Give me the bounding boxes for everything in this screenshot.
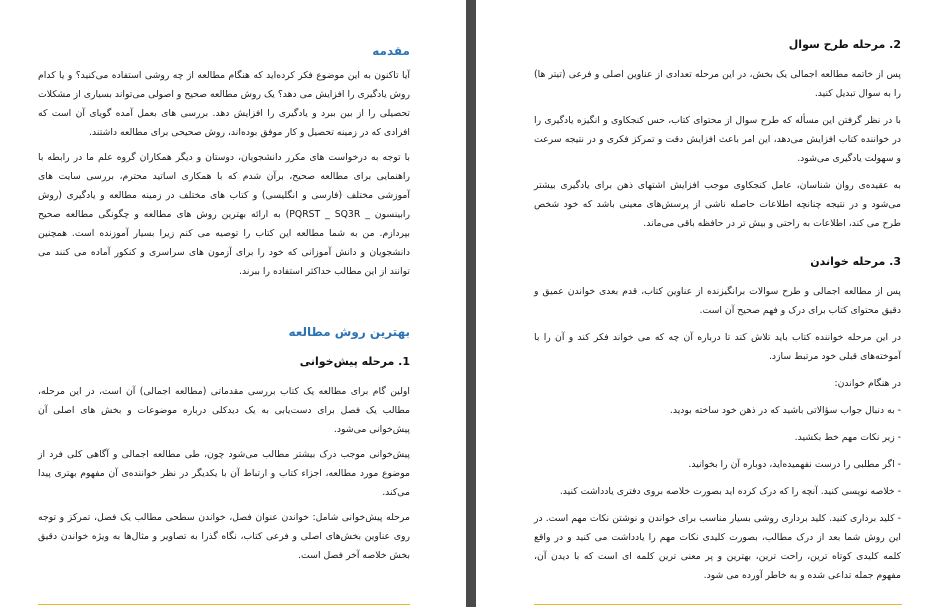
intro-paragraph-2: با توجه به درخواست های مکرر دانشجویان، دوستان و دیگر همکاران گروه علم ما در رابطه با راهنمایی برای مطالعه صحیح، برآن شدم که با همکاری اساتید محترم، بررسی سایت های آموزشی مختلف (فارسی و انگلیسی) و کتاب های مختلف در زمینه مطالعه و یادگیری (روش رابینسون _ PQRST _ SQ3R) به ارائه بهترین روش های مطالعه و چگونگی مطالعه صحیح بپردازم. من به شما مطالعه این کتاب را توصیه می کنم زیرا بسیار آموزنده است. همچنین دانشجویان و دانش آموزانی که خود را برای آزمون های سراسری و کنکور آماده می کنند می توانند از این مطالب حداکثر استفاده را ببرند.	[38, 152, 410, 277]
step1-paragraph-3: مرحله پیش‌خوانی شامل: خواندن عنوان فصل، خواندن سطحی مطالب یک فصل، تمرکز و توجه روی عناوین بخش‌های اصلی و فرعی کتاب، نگاه گذرا به تصاویر و مثال‌ها به ویژه خواندن دقیق بخش خلاصه آخر فصل است.	[38, 512, 410, 561]
intro-heading: مقدمه	[372, 44, 410, 58]
step2-heading: 2. مرحله طرح سوال	[788, 38, 901, 51]
bullet-item-4: - خلاصه نویسی کنید. آنچه را که درک کرده اید بصورت خلاصه بروی دفتری یادداشت کنید.	[559, 486, 901, 497]
page-spine-divider	[466, 0, 476, 607]
bullet-item-1: - به دنبال جواب سؤالاتی باشید که در ذهن خود ساخته بودید.	[669, 405, 901, 416]
step1-paragraph-2: پیش‌خوانی موجب درک بیشتر مطالب می‌شود چون، طی مطالعه اجمالی و آگاهی کلی فرد از موضوع مورد مطالعه، اجزاء کتاب و ارتباط آن با یکدیگر در نظر خواننده‌ی آن مفهوم بهتری پیدا می‌کند.	[38, 449, 410, 498]
bullet-item-5: - کلید برداری کنید. کلید برداری روشی بسیار مناسب برای خواندن و نوشتن نکات مهم است. در این روش شما بعد از درک مطالب، بصورت کلیدی نکات مهم را یادداشت می کنید و در واقع کلمه کلیدی کوتاه ترین، راحت ترین، بهترین و پر معنی ترین کلمه ای است که با دیدن آن، مفهوم جمله تداعی شده و به خاطر آورده می شود.	[534, 513, 901, 581]
left-footer-rule	[38, 604, 410, 605]
bullet-item-2: - زیر نکات مهم خط بکشید.	[794, 432, 901, 443]
step2-paragraph-2: با در نظر گرفتن این مسأله که طرح سوال از محتوای کتاب، حس کنجکاوی و انگیزه یادگیری را در خواننده کتاب افزایش می‌دهد، این امر باعث افزایش دقت و تمرکز فکری و در نتیجه سرعت و سهولت یادگیری می‌شود.	[534, 115, 901, 164]
right-footer-rule	[534, 604, 902, 605]
step2-paragraph-3: به عقیده‌ی روان شناسان، عامل کنجکاوی موجب افزایش اشتهای ذهن برای یادگیری بیشتر می‌شود و در نتیجه چنانچه اطلاعات حاصله ناشی از پرسش‌های معینی باشد که خود شخص طرح می کند، اطلاعات به راحتی و بیش تر در حافظه باقی می‌ماند.	[534, 180, 901, 229]
step3-heading: 3. مرحله خواندن	[810, 255, 901, 268]
bullet-item-3: - اگر مطلبی را درست نفهمیده‌اید، دوباره آن را بخوانید.	[688, 459, 901, 470]
step3-paragraph-1: پس از مطالعه اجمالی و طرح سوالات برانگیزنده از عناوین کتاب، قدم بعدی خواندن عمیق و دقیق محتوای کتاب برای درک و فهم صحیح آن است.	[534, 286, 901, 316]
step3-paragraph-3: در هنگام خواندن:	[834, 378, 901, 389]
step3-paragraph-2: در این مرحله خواننده کتاب باید تلاش کند تا درباره آن چه که می خواند فکر کند و آن را با آموخته‌های قبلی خود مرتبط سازد.	[534, 332, 901, 362]
step2-paragraph-1: پس از خاتمه مطالعه اجمالی یک بخش، در این مرحله تعدادی از عناوین اصلی و فرعی (تیتر ها) را به سوال تبدیل کنید.	[534, 69, 901, 99]
step1-heading: 1. مرحله پیش‌خوانی	[299, 355, 410, 368]
intro-paragraph-1: آیا تاکنون به این موضوع فکر کرده‌اید که هنگام مطالعه از چه روشی استفاده می‌کنید؟ و یا کدام روش یادگیری را افزایش می دهد؟ یک روش مطالعه صحیح و اصولی می‌تواند بسیاری از مشکلات تحصیلی را از بین ببرد و یادگیری را افزایش دهد. بررسی های بعمل آمده گویای آن است که افرادی که در زمینه تحصیل و کار موفق بوده‌اند، روش صحیحی برای مطالعه داشتند.	[38, 70, 410, 138]
right-page	[476, 0, 947, 607]
best-method-heading: بهترین روش مطالعه	[288, 325, 410, 339]
left-page	[0, 0, 466, 607]
step1-paragraph-1: اولین گام برای مطالعه یک کتاب بررسی مقدماتی (مطالعه اجمالی) آن است، در این مرحله، مطالب یک فصل برای دست‌یابی به یک دیدکلی درباره موضوعات و بخش های اصلی آن پیش‌خوانی می‌شود.	[38, 386, 410, 435]
